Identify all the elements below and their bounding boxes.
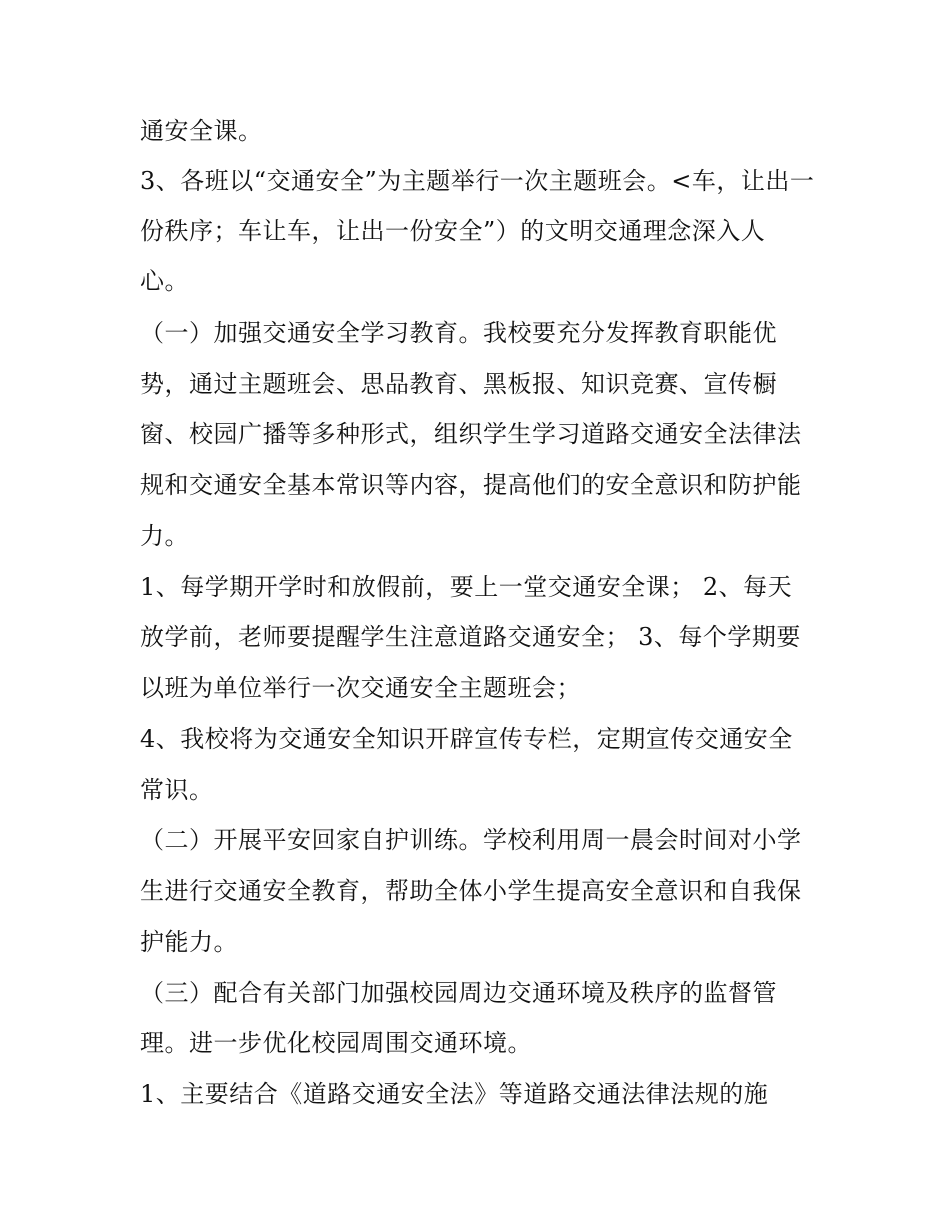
- text-line: 势，通过主题班会、思品教育、黑板报、知识竞赛、宣传橱: [140, 370, 777, 398]
- text-line: 护能力。: [140, 928, 238, 956]
- text-line: 规和交通安全基本常识等内容，提高他们的安全意识和防护能: [140, 471, 802, 499]
- text-line: 放学前，老师要提醒学生注意道路交通安全； 3、每个学期要: [140, 623, 801, 651]
- text-line: 心。: [140, 267, 189, 295]
- text-line: 1、主要结合《道路交通安全法》等道路交通法律法规的施: [140, 1080, 769, 1108]
- text-line: （一）加强交通安全学习教育。我校要充分发挥教育职能优: [140, 319, 777, 347]
- text-line: 1、每学期开学时和放假前，要上一堂交通安全课； 2、每天: [140, 573, 793, 601]
- text-line: 窗、校园广播等多种形式，组织学生学习道路交通安全法律法: [140, 420, 802, 448]
- text-line: 常识。: [140, 776, 214, 804]
- text-line: 力。: [140, 522, 189, 550]
- text-line: （二）开展平安回家自护训练。学校利用周一晨会时间对小学: [140, 826, 802, 854]
- text-line: 理。进一步优化校园周围交通环境。: [140, 1029, 532, 1057]
- text-line: 份秩序；车让车，让出一份安全”）的文明交通理念深入人: [140, 217, 766, 245]
- text-line: 3、各班以“交通安全”为主题举行一次主题班会。<车，让出一: [140, 167, 815, 195]
- text-line: （三）配合有关部门加强校园周边交通环境及秩序的监督管: [140, 979, 777, 1007]
- text-line: 通安全课。: [140, 117, 263, 145]
- text-line: 4、我校将为交通安全知识开辟宣传专栏，定期宣传交通安全: [140, 725, 793, 753]
- text-line: 以班为单位举行一次交通安全主题班会；: [140, 674, 581, 702]
- text-line: 生进行交通安全教育，帮助全体小学生提高安全意识和自我保: [140, 877, 802, 905]
